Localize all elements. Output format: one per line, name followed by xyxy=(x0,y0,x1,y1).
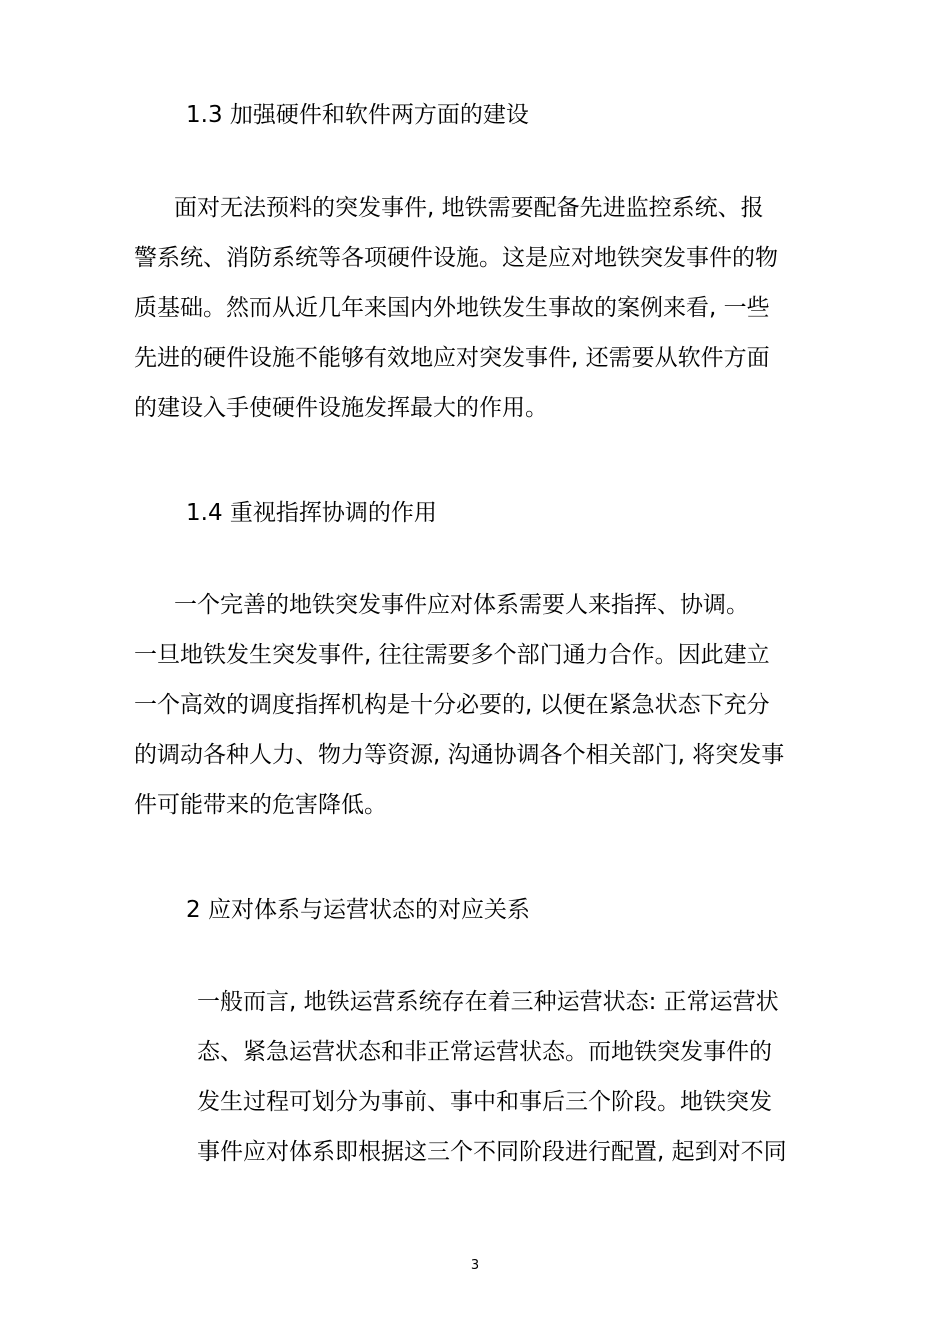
paragraph-line: 先进的硬件设施不能够有效地应对突发事件, 还需要从软件方面 xyxy=(134,345,770,371)
section-paragraph-1-4 xyxy=(134,580,784,830)
paragraph-line: 发生过程可划分为事前、事中和事后三个阶段。地铁突发 xyxy=(197,1089,772,1115)
paragraph-line: 件可能带来的危害降低。 xyxy=(134,792,387,818)
section-heading-1-3: 1.3 加强硬件和软件两方面的建设 xyxy=(186,102,529,128)
paragraph-line: 一旦地铁发生突发事件, 往往需要多个部门通力合作。因此建立 xyxy=(134,642,770,668)
paragraph-line: 一个完善的地铁突发事件应对体系需要人来指挥、协调。 xyxy=(174,592,749,618)
section-heading-1-4: 1.4 重视指挥协调的作用 xyxy=(186,500,437,526)
paragraph-line: 的建设入手使硬件设施发挥最大的作用。 xyxy=(134,395,548,421)
paragraph-line: 态、紧急运营状态和非正常运营状态。而地铁突发事件的 xyxy=(197,1039,772,1065)
paragraph-line: 一个高效的调度指挥机构是十分必要的, 以便在紧急状态下充分 xyxy=(134,692,770,718)
paragraph-line: 面对无法预料的突发事件, 地铁需要配备先进监控系统、报 xyxy=(174,195,764,221)
page-number: 3 xyxy=(470,1258,480,1273)
paragraph-line: 事件应对体系即根据这三个不同阶段进行配置, 起到对不同 xyxy=(197,1139,787,1165)
paragraph-line: 一般而言, 地铁运营系统存在着三种运营状态: 正常运营状 xyxy=(197,989,779,1015)
paragraph-line: 警系统、消防系统等各项硬件设施。这是应对地铁突发事件的物 xyxy=(134,245,778,271)
section-paragraph-2 xyxy=(197,977,787,1177)
paragraph-line: 质基础。然而从近几年来国内外地铁发生事故的案例来看, 一些 xyxy=(134,295,770,321)
paragraph-line: 的调动各种人力、物力等资源, 沟通协调各个相关部门, 将突发事 xyxy=(134,742,785,768)
section-heading-2: 2 应对体系与运营状态的对应关系 xyxy=(186,897,530,923)
section-paragraph-1-3 xyxy=(134,183,778,433)
